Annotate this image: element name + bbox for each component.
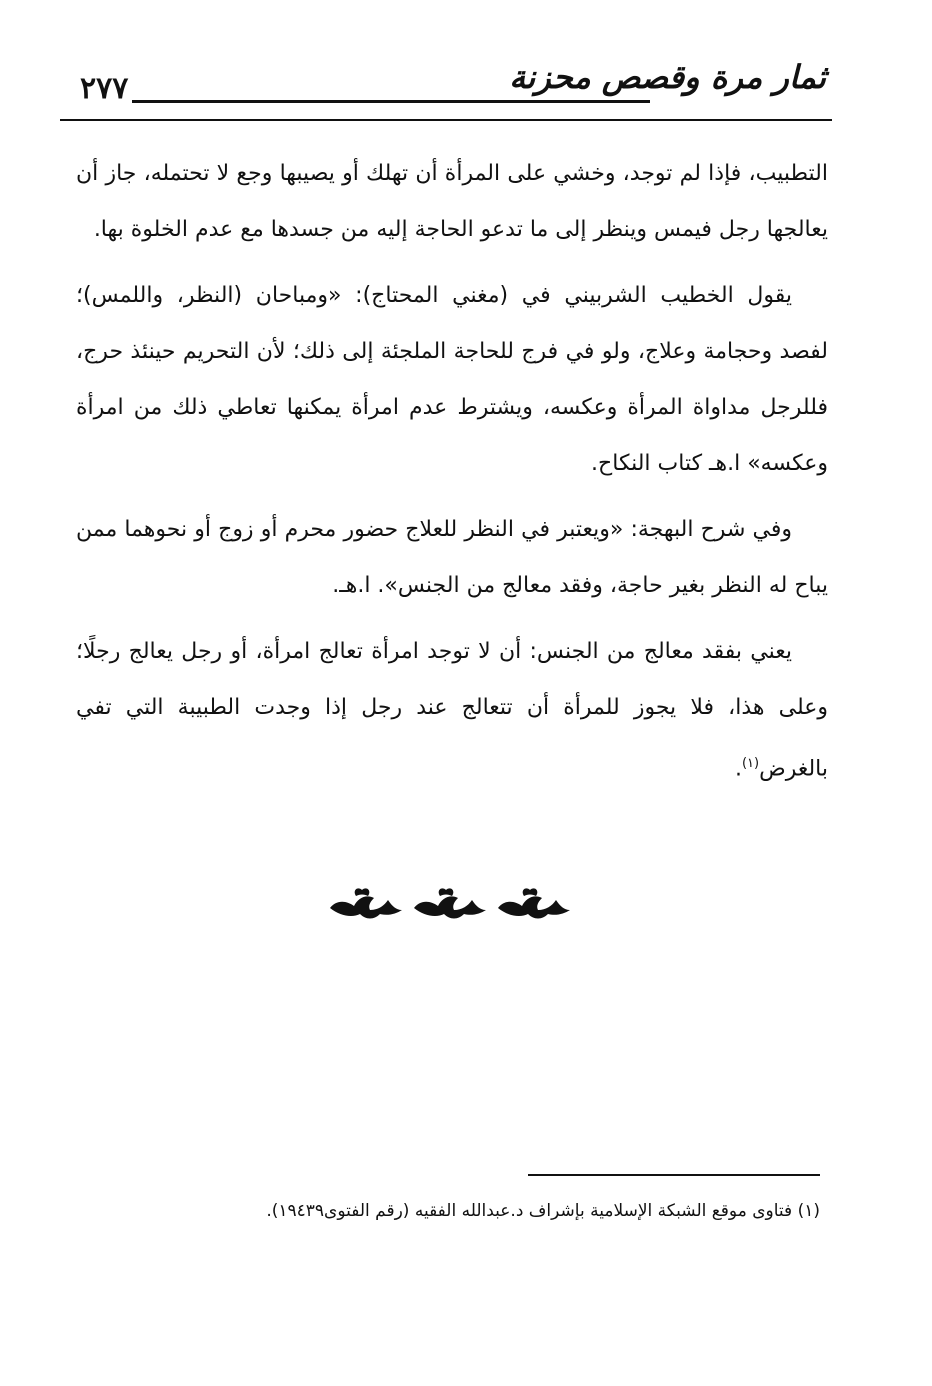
paragraph-text: التطبيب، فإذا لم توجد، وخشي على المرأة أن تهلك أو يصيبها وجع لا تحتمله، جاز أن يعالجها رجل فيمس وينظر إلى ما تدعو الحاجة إليه من جسدها مع عدم الخلوة بها. bbox=[76, 161, 828, 242]
paragraph bbox=[76, 624, 828, 797]
header-rule bbox=[132, 100, 650, 103]
body-text bbox=[76, 146, 828, 807]
footnote: (١) فتاوى موقع الشبكة الإسلامية بإشراف د.عبدالله الفقيه (رقم الفتوى١٩٤٣٩). bbox=[266, 1201, 820, 1221]
floral-divider-icon bbox=[322, 880, 572, 930]
page-number: ٢٧٧ bbox=[80, 71, 129, 106]
ornament-unit bbox=[414, 888, 486, 918]
paragraph-end: . bbox=[734, 756, 742, 782]
footnote-separator bbox=[528, 1174, 820, 1176]
paragraph-text: وفي شرح البهجة: «ويعتبر في النظر للعلاج حضور محرم أو زوج أو نحوهما ممن يباح له النظر بغير حاجة، وفقد معالج من الجنس». ا.هـ. bbox=[76, 517, 828, 598]
paragraph-text: يعني بفقد معالج من الجنس: أن لا توجد امرأة تعالج امرأة، أو رجل يعالج رجلًا؛ وعلى هذا، فلا يجوز للمرأة أن تتعالج عند رجل إذا وجدت الطبيبة التي تفي بالغرض bbox=[76, 639, 828, 782]
paragraph-text: يقول الخطيب الشربيني في (مغني المحتاج): «ومباحان (النظر، واللمس)؛ لفصد وحجامة وعلاج، ولو في فرج للحاجة الملجئة إلى ذلك؛ لأن التحريم حينئذ حرج، فللرجل مداواة المرأة وعكسه، ويشترط عدم امرأة يمكنها تعاطي ذلك من امرأة وعكسه» ا.هـ كتاب النكاح. bbox=[76, 283, 828, 476]
paragraph bbox=[76, 502, 828, 614]
paragraph bbox=[76, 146, 828, 258]
page-header bbox=[70, 58, 830, 120]
running-title: ثمار مرة وقصص محزنة bbox=[509, 58, 826, 96]
ornament-unit bbox=[498, 888, 570, 918]
header-underline bbox=[60, 119, 832, 121]
footnote-reference[interactable]: (١) bbox=[741, 756, 760, 771]
ornament-group bbox=[330, 888, 570, 918]
paragraph bbox=[76, 268, 828, 492]
ornament-unit bbox=[330, 888, 402, 918]
